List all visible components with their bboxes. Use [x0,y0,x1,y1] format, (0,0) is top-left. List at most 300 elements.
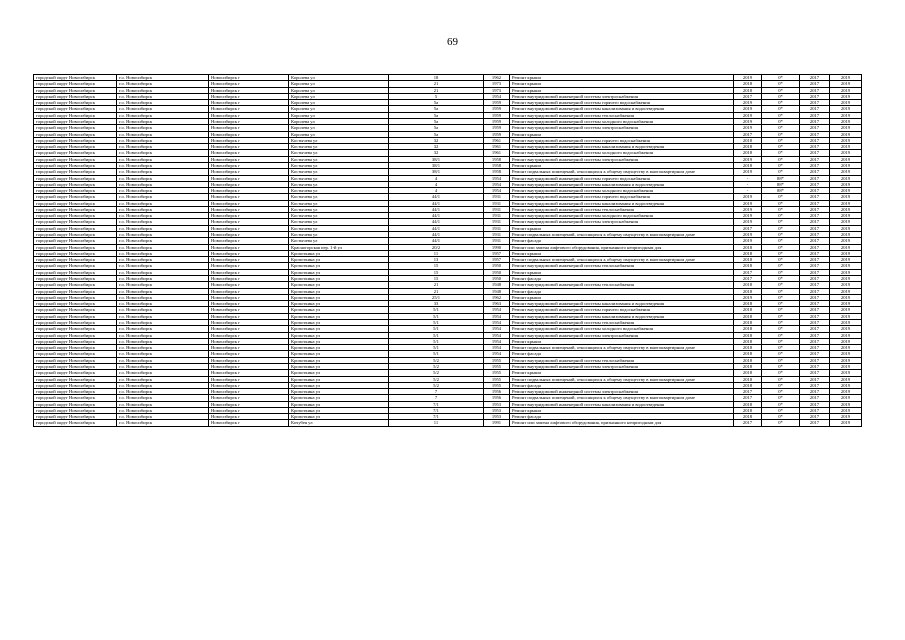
work-type-cell: Ремонт внутридомовой инженерной системы канализования и водоотведения [510,181,734,187]
locality-cell: Новосибирск г [209,106,289,112]
municipality-cell: городской округ Новосибирск [34,213,117,219]
planned-year-cell: 2017 [734,389,762,395]
year-built-cell: 1950 [484,263,510,269]
settlement-cell: г.о. Новосибирск [117,150,209,156]
locality-cell: Новосибирск г [209,188,289,194]
street-cell: Королева ул [289,131,389,137]
settlement-cell: г.о. Новосибирск [117,75,209,81]
municipality-cell: городской округ Новосибирск [34,188,117,194]
house-number-cell: 5/1 [389,345,484,351]
period-end-cell: 2019 [830,301,862,307]
year-built-cell: 1956 [484,395,510,401]
period-start-cell: 2017 [800,81,830,87]
period-start-cell: 2017 [800,150,830,156]
locality-cell: Новосибирск г [209,181,289,187]
street-cell: Кропоткина ул [289,370,389,376]
work-type-cell: Ремонт подвальных помещений, относящихся к общему имуществу в многоквартирном доме [510,376,734,382]
work-type-cell: Ремонт внутридомовой инженерной системы теплоснабжения [510,319,734,325]
period-end-cell: 2019 [830,93,862,99]
house-number-cell: 44/1 [389,200,484,206]
house-number-cell: 5а [389,118,484,124]
percent-cell: 0* [762,144,800,150]
house-number-cell: 7/1 [389,414,484,420]
locality-cell: Новосибирск г [209,112,289,118]
planned-year-cell: 2017 [734,93,762,99]
percent-cell: 0* [762,206,800,212]
period-start-cell: 2017 [800,213,830,219]
work-type-cell: Ремонт внутридомовой инженерной системы электроснабжения [510,156,734,162]
municipality-cell: городской округ Новосибирск [34,100,117,106]
municipality-cell: городской округ Новосибирск [34,326,117,332]
percent-cell: 0* [762,137,800,143]
planned-year-cell: 2017 [734,276,762,282]
locality-cell: Новосибирск г [209,194,289,200]
planned-year-cell: 2019 [734,106,762,112]
percent-cell: 0* [762,326,800,332]
period-start-cell: 2017 [800,175,830,181]
period-start-cell: 2017 [800,313,830,319]
percent-cell: 0* [762,307,800,313]
settlement-cell: г.о. Новосибирск [117,313,209,319]
municipality-cell: городской округ Новосибирск [34,87,117,93]
year-built-cell: 1955 [484,363,510,369]
municipality-cell: городской округ Новосибирск [34,263,117,269]
settlement-cell: г.о. Новосибирск [117,181,209,187]
municipality-cell: городской округ Новосибирск [34,238,117,244]
street-cell: Костычева ул [289,162,389,168]
locality-cell: Новосибирск г [209,87,289,93]
percent-cell: 0* [762,370,800,376]
house-number-cell: 4 [389,175,484,181]
year-built-cell: 1931 [484,213,510,219]
period-start-cell: 2017 [800,118,830,124]
work-type-cell: Ремонт крыши [510,225,734,231]
planned-year-cell: 2019 [734,125,762,131]
settlement-cell: г.о. Новосибирск [117,118,209,124]
period-start-cell: 2017 [800,282,830,288]
settlement-cell: г.о. Новосибирск [117,169,209,175]
house-number-cell: 20/2 [389,244,484,250]
house-number-cell: 5/1 [389,332,484,338]
settlement-cell: г.о. Новосибирск [117,414,209,420]
percent-cell: 0* [762,194,800,200]
percent-cell: 0* [762,200,800,206]
period-end-cell: 2019 [830,206,862,212]
house-number-cell: 15 [389,269,484,275]
period-end-cell: 2019 [830,269,862,275]
period-start-cell: 2017 [800,169,830,175]
period-end-cell: 2019 [830,244,862,250]
municipality-cell: городской округ Новосибирск [34,200,117,206]
year-built-cell: 1954 [484,319,510,325]
work-type-cell: Ремонт крыши [510,131,734,137]
house-number-cell: 5/1 [389,319,484,325]
municipality-cell: городской округ Новосибирск [34,144,117,150]
planned-year-cell: 2018 [734,244,762,250]
locality-cell: Новосибирск г [209,414,289,420]
planned-year-cell: 2018 [734,357,762,363]
period-end-cell: 2019 [830,250,862,256]
street-cell: Кропоткина ул [289,288,389,294]
period-start-cell: 2017 [800,326,830,332]
house-number-cell: 11 [389,420,484,426]
street-cell: Кропоткина ул [289,282,389,288]
period-start-cell: 2017 [800,338,830,344]
work-type-cell: Ремонт подвальных помещений, относящихся к общему имуществу в многоквартирном доме [510,345,734,351]
year-built-cell: 1954 [484,332,510,338]
work-type-cell: Ремонт внутридомовой инженерной системы горячего водоснабжения [510,175,734,181]
period-start-cell: 2017 [800,131,830,137]
settlement-cell: г.о. Новосибирск [117,301,209,307]
work-type-cell: Ремонт крыши [510,162,734,168]
year-built-cell: 1961 [484,137,510,143]
year-built-cell: 1963 [484,301,510,307]
percent-cell: 88* [762,188,800,194]
house-number-cell: 5/1 [389,307,484,313]
period-end-cell: 2019 [830,276,862,282]
locality-cell: Новосибирск г [209,282,289,288]
municipality-cell: городской округ Новосибирск [34,269,117,275]
settlement-cell: г.о. Новосибирск [117,269,209,275]
locality-cell: Новосибирск г [209,200,289,206]
year-built-cell: 1961 [484,144,510,150]
settlement-cell: г.о. Новосибирск [117,87,209,93]
work-type-cell: Ремонт крыши [510,81,734,87]
street-cell: Королева ул [289,100,389,106]
period-start-cell: 2017 [800,370,830,376]
period-start-cell: 2017 [800,401,830,407]
planned-year-cell: 2017 [734,420,762,426]
house-number-cell: 5 [389,93,484,99]
planned-year-cell: 2019 [734,169,762,175]
work-type-cell: Ремонт внутридомовой инженерной системы канализования и водоотведения [510,401,734,407]
year-built-cell: 1959 [484,106,510,112]
street-cell: Кропоткина ул [289,363,389,369]
period-start-cell: 2017 [800,232,830,238]
locality-cell: Новосибирск г [209,156,289,162]
street-cell: Кропоткина ул [289,338,389,344]
work-type-cell: Ремонт подвальных помещений, относящихся к общему имуществу в многоквартирном доме [510,232,734,238]
house-number-cell: 7 [389,395,484,401]
house-number-cell: 15 [389,276,484,282]
locality-cell: Новосибирск г [209,137,289,143]
period-end-cell: 2019 [830,144,862,150]
locality-cell: Новосибирск г [209,244,289,250]
work-type-cell: Ремонт внутридомовой инженерной системы электроснабжения [510,93,734,99]
period-start-cell: 2017 [800,125,830,131]
settlement-cell: г.о. Новосибирск [117,106,209,112]
year-built-cell: 1950 [484,276,510,282]
locality-cell: Новосибирск г [209,263,289,269]
street-cell: Костычева ул [289,175,389,181]
house-number-cell: 32 [389,144,484,150]
year-built-cell: 1954 [484,338,510,344]
planned-year-cell: 2018 [734,250,762,256]
municipality-cell: городской округ Новосибирск [34,225,117,231]
percent-cell: 0* [762,382,800,388]
municipality-cell: городской округ Новосибирск [34,313,117,319]
percent-cell: 0* [762,269,800,275]
percent-cell: 0* [762,357,800,363]
street-cell: Костычева ул [289,169,389,175]
municipality-cell: городской округ Новосибирск [34,407,117,413]
work-type-cell: Ремонт внутридомовой инженерной системы холодного водоснабжения [510,118,734,124]
planned-year-cell: 2019 [734,100,762,106]
work-type-cell: Ремонт внутридомовой инженерной системы электроснабжения [510,125,734,131]
street-cell: Кропоткина ул [289,376,389,382]
year-built-cell: 1954 [484,345,510,351]
municipality-cell: городской округ Новосибирск [34,382,117,388]
settlement-cell: г.о. Новосибирск [117,357,209,363]
locality-cell: Новосибирск г [209,345,289,351]
street-cell: Кропоткина ул [289,263,389,269]
percent-cell: 0* [762,131,800,137]
year-built-cell: 1959 [484,131,510,137]
period-start-cell: 2017 [800,144,830,150]
period-end-cell: 2019 [830,112,862,118]
settlement-cell: г.о. Новосибирск [117,219,209,225]
locality-cell: Новосибирск г [209,150,289,156]
house-number-cell: 44/1 [389,206,484,212]
year-built-cell: 1973 [484,81,510,87]
planned-year-cell: - [734,181,762,187]
period-start-cell: 2017 [800,389,830,395]
percent-cell: 0* [762,351,800,357]
municipality-cell: городской округ Новосибирск [34,401,117,407]
street-cell: Кропоткина ул [289,351,389,357]
settlement-cell: г.о. Новосибирск [117,319,209,325]
period-start-cell: 2017 [800,294,830,300]
street-cell: Костычева ул [289,219,389,225]
year-built-cell: 1958 [484,169,510,175]
settlement-cell: г.о. Новосибирск [117,200,209,206]
house-number-cell: 44/1 [389,219,484,225]
street-cell: Королева ул [289,75,389,81]
period-start-cell: 2017 [800,106,830,112]
municipality-cell: городской округ Новосибирск [34,81,117,87]
year-built-cell: 1954 [484,175,510,181]
year-built-cell: 1991 [484,420,510,426]
planned-year-cell: - [734,188,762,194]
year-built-cell: 1948 [484,288,510,294]
house-number-cell: 21 [389,81,484,87]
period-end-cell: 2019 [830,225,862,231]
percent-cell: 0* [762,169,800,175]
settlement-cell: г.о. Новосибирск [117,156,209,162]
municipality-cell: городской округ Новосибирск [34,150,117,156]
settlement-cell: г.о. Новосибирск [117,307,209,313]
page-number: 69 [447,36,458,48]
planned-year-cell: 2018 [734,301,762,307]
work-type-cell: Ремонт внутридомовой инженерной системы холодного водоснабжения [510,188,734,194]
planned-year-cell: 2019 [734,118,762,124]
settlement-cell: г.о. Новосибирск [117,326,209,332]
house-number-cell: 5/1 [389,313,484,319]
work-type-cell: Ремонт внутридомовой инженерной системы горячего водоснабжения [510,137,734,143]
period-start-cell: 2017 [800,238,830,244]
locality-cell: Новосибирск г [209,125,289,131]
period-start-cell: 2017 [800,156,830,162]
settlement-cell: г.о. Новосибирск [117,250,209,256]
municipality-cell: городской округ Новосибирск [34,338,117,344]
period-start-cell: 2017 [800,307,830,313]
municipality-cell: городской округ Новосибирск [34,357,117,363]
planned-year-cell: 2018 [734,382,762,388]
work-type-cell: Ремонт крыши [510,370,734,376]
settlement-cell: г.о. Новосибирск [117,395,209,401]
period-start-cell: 2017 [800,87,830,93]
work-type-cell: Ремонт внутридомовой инженерной системы канализования и водоотведения [510,200,734,206]
year-built-cell: 1959 [484,112,510,118]
period-end-cell: 2019 [830,238,862,244]
percent-cell: 0* [762,282,800,288]
street-cell: Костычева ул [289,150,389,156]
locality-cell: Новосибирск г [209,118,289,124]
work-type-cell: Ремонт внутридомовой инженерной системы теплоснабжения [510,263,734,269]
street-cell: Кропоткина ул [289,389,389,395]
year-built-cell: 1931 [484,232,510,238]
year-built-cell: 1955 [484,382,510,388]
percent-cell: 0* [762,276,800,282]
street-cell: Костычева ул [289,181,389,187]
planned-year-cell: 2018 [734,376,762,382]
work-type-cell: Ремонт внутридомовой инженерной системы электроснабжения [510,219,734,225]
planned-year-cell: 2018 [734,81,762,87]
period-end-cell: 2019 [830,307,862,313]
locality-cell: Новосибирск г [209,313,289,319]
house-number-cell: 5/1 [389,351,484,357]
street-cell: Костычева ул [289,238,389,244]
period-end-cell: 2019 [830,313,862,319]
period-end-cell: 2019 [830,156,862,162]
house-number-cell: 18 [389,75,484,81]
locality-cell: Новосибирск г [209,382,289,388]
period-end-cell: 2019 [830,326,862,332]
percent-cell: 0* [762,250,800,256]
period-end-cell: 2019 [830,175,862,181]
planned-year-cell: 2018 [734,363,762,369]
period-start-cell: 2017 [800,345,830,351]
planned-year-cell: 2018 [734,137,762,143]
period-end-cell: 2019 [830,282,862,288]
year-built-cell: 1957 [484,257,510,263]
period-end-cell: 2019 [830,370,862,376]
house-number-cell: 44/1 [389,194,484,200]
table-row [34,420,862,426]
street-cell: Костычева ул [289,156,389,162]
locality-cell: Новосибирск г [209,351,289,357]
street-cell: Кропоткина ул [289,414,389,420]
street-cell: Костычева ул [289,194,389,200]
percent-cell: 0* [762,401,800,407]
settlement-cell: г.о. Новосибирск [117,225,209,231]
municipality-cell: городской округ Новосибирск [34,319,117,325]
work-type-cell: Ремонт внутридомовой инженерной системы канализования и водоотведения [510,106,734,112]
street-cell: Кочубея ул [289,420,389,426]
period-end-cell: 2019 [830,125,862,131]
municipality-cell: городской округ Новосибирск [34,131,117,137]
locality-cell: Новосибирск г [209,269,289,275]
period-start-cell: 2017 [800,162,830,168]
settlement-cell: г.о. Новосибирск [117,370,209,376]
planned-year-cell: 2017 [734,225,762,231]
planned-year-cell: 2019 [734,75,762,81]
year-built-cell: 1955 [484,357,510,363]
planned-year-cell: 2019 [734,213,762,219]
settlement-cell: г.о. Новосибирск [117,282,209,288]
period-end-cell: 2019 [830,257,862,263]
percent-cell: 0* [762,106,800,112]
settlement-cell: г.о. Новосибирск [117,188,209,194]
work-type-cell: Ремонт внутридомовой инженерной системы теплоснабжения [510,357,734,363]
municipality-cell: городской округ Новосибирск [34,169,117,175]
house-number-cell: 5а [389,131,484,137]
year-built-cell: 1957 [484,250,510,256]
locality-cell: Новосибирск г [209,219,289,225]
settlement-cell: г.о. Новосибирск [117,389,209,395]
year-built-cell: 1955 [484,370,510,376]
period-start-cell: 2017 [800,276,830,282]
locality-cell: Новосибирск г [209,144,289,150]
locality-cell: Новосибирск г [209,100,289,106]
locality-cell: Новосибирск г [209,81,289,87]
percent-cell: 0* [762,345,800,351]
municipality-cell: городской округ Новосибирск [34,194,117,200]
street-cell: Кропоткина ул [289,307,389,313]
municipality-cell: городской округ Новосибирск [34,345,117,351]
locality-cell: Новосибирск г [209,389,289,395]
locality-cell: Новосибирск г [209,288,289,294]
work-type-cell: Ремонт или замена лифтового оборудования, признанного непригодным для [510,420,734,426]
street-cell: Красногорская пер. 1-й ул [289,244,389,250]
settlement-cell: г.о. Новосибирск [117,175,209,181]
year-built-cell: 1931 [484,200,510,206]
period-end-cell: 2019 [830,81,862,87]
street-cell: Костычева ул [289,137,389,143]
settlement-cell: г.о. Новосибирск [117,407,209,413]
year-built-cell: 1931 [484,219,510,225]
settlement-cell: г.о. Новосибирск [117,244,209,250]
street-cell: Кропоткина ул [289,357,389,363]
year-built-cell: 1953 [484,414,510,420]
period-end-cell: 2019 [830,181,862,187]
house-number-cell: 7/1 [389,407,484,413]
period-end-cell: 2019 [830,137,862,143]
settlement-cell: г.о. Новосибирск [117,345,209,351]
municipality-cell: городской округ Новосибирск [34,351,117,357]
street-cell: Костычева ул [289,213,389,219]
year-built-cell: 1954 [484,326,510,332]
table-body [34,75,862,427]
work-type-cell: Ремонт внутридомовой инженерной системы горячего водоснабжения [510,307,734,313]
work-type-cell: Ремонт внутридомовой инженерной системы теплоснабжения [510,112,734,118]
percent-cell: 0* [762,213,800,219]
year-built-cell: 1954 [484,188,510,194]
municipality-cell: городской округ Новосибирск [34,244,117,250]
period-end-cell: 2019 [830,263,862,269]
house-number-cell: 5/2 [389,363,484,369]
year-built-cell: 1931 [484,238,510,244]
locality-cell: Новосибирск г [209,162,289,168]
settlement-cell: г.о. Новосибирск [117,332,209,338]
capital-repair-table [33,74,862,427]
locality-cell: Новосибирск г [209,93,289,99]
period-end-cell: 2019 [830,382,862,388]
period-end-cell: 2019 [830,294,862,300]
period-start-cell: 2017 [800,75,830,81]
year-built-cell: 1959 [484,100,510,106]
percent-cell: 0* [762,414,800,420]
